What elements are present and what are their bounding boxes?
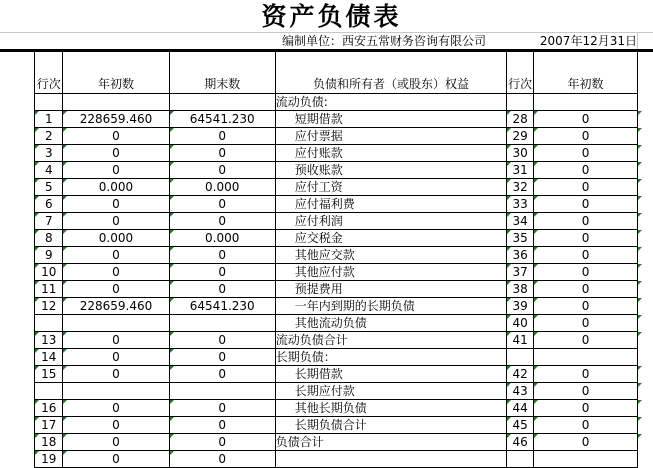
company-label: 编制单位：西安五常财务咨询有限公司 [282,33,501,50]
row-no-right-cell[interactable] [507,349,534,366]
begin-year-right-cell[interactable]: 0 [534,196,638,213]
table-row [0,366,653,383]
begin-year-cell[interactable]: 0 [63,145,170,162]
row-no-cell[interactable] [35,315,63,332]
item-cell[interactable]: 流动负债合计 [275,332,506,349]
end-period-cell[interactable]: 64541.230 [169,298,275,315]
table-row [0,213,653,230]
blank-cell[interactable] [638,51,653,94]
end-period-cell[interactable]: 0 [169,247,275,264]
blank-cell[interactable] [638,281,653,298]
row-no-right-cell[interactable]: 29 [507,128,534,145]
blank-cell[interactable] [638,417,653,434]
begin-year-right-cell[interactable]: 0 [534,145,638,162]
begin-year-right-cell[interactable] [534,94,638,111]
blank-cell[interactable] [0,128,35,145]
row-no-right-cell[interactable]: 28 [507,111,534,128]
blank-cell[interactable] [0,51,35,94]
begin-year-cell[interactable] [63,315,170,332]
end-period-cell[interactable]: 0 [169,196,275,213]
header-row-no[interactable]: 行次 [35,51,63,94]
row-no-cell[interactable]: 7 [35,213,63,230]
row-no-cell[interactable]: 11 [35,281,63,298]
blank-cell[interactable] [638,332,653,349]
blank-cell[interactable] [638,145,653,162]
begin-year-right-cell[interactable]: 0 [534,230,638,247]
table-row [0,417,653,434]
balance-sheet-table [0,49,653,468]
table-row [0,281,653,298]
item-cell[interactable]: 长期负债合计 [275,417,506,434]
begin-year-cell[interactable] [63,383,170,400]
blank-cell[interactable] [638,128,653,145]
begin-year-cell[interactable] [63,94,170,111]
blank-cell[interactable] [0,332,35,349]
table-row [0,128,653,145]
begin-year-cell[interactable]: 0 [63,434,170,451]
end-period-cell[interactable]: 0.000 [169,179,275,196]
end-period-cell[interactable]: 0 [169,264,275,281]
blank-cell[interactable] [638,264,653,281]
blank-cell[interactable] [0,247,35,264]
begin-year-cell[interactable]: 0 [63,128,170,145]
row-no-right-cell[interactable]: 30 [507,145,534,162]
row-no-right-cell[interactable]: 43 [507,383,534,400]
row-no-right-cell[interactable]: 44 [507,400,534,417]
table-row [0,247,653,264]
header-row [0,51,653,94]
begin-year-right-cell[interactable]: 0 [534,128,638,145]
item-cell[interactable]: 其他应交款 [275,247,506,264]
row-no-right-cell[interactable]: 36 [507,247,534,264]
header-row-no-right[interactable]: 行次 [507,51,534,94]
blank-cell[interactable] [638,434,653,451]
end-period-cell[interactable]: 0 [169,332,275,349]
item-cell[interactable]: 应付账款 [275,145,506,162]
item-cell[interactable]: 一年内到期的长期负债 [275,298,506,315]
end-period-cell[interactable]: 0 [169,281,275,298]
row-no-cell[interactable]: 3 [35,145,63,162]
begin-year-right-cell[interactable]: 0 [534,281,638,298]
begin-year-right-cell[interactable]: 0 [534,111,638,128]
row-no-cell[interactable]: 10 [35,264,63,281]
begin-year-right-cell[interactable] [534,451,638,468]
blank-cell[interactable] [638,196,653,213]
blank-cell[interactable] [0,366,35,383]
row-no-right-cell[interactable]: 31 [507,162,534,179]
end-period-cell[interactable]: 0 [169,400,275,417]
blank-cell[interactable] [0,298,35,315]
row-no-right-cell[interactable]: 42 [507,366,534,383]
row-no-right-cell[interactable]: 37 [507,264,534,281]
table-row [0,315,653,332]
begin-year-right-cell[interactable]: 0 [534,162,638,179]
row-no-right-cell[interactable] [507,94,534,111]
begin-year-right-cell[interactable]: 0 [534,315,638,332]
begin-year-right-cell[interactable]: 0 [534,179,638,196]
blank-cell[interactable] [638,366,653,383]
table-row [0,145,653,162]
blank-cell[interactable] [0,179,35,196]
item-cell[interactable] [275,451,506,468]
item-cell[interactable]: 其他流动负债 [275,315,506,332]
row-no-cell[interactable]: 17 [35,417,63,434]
begin-year-right-cell[interactable]: 0 [534,417,638,434]
begin-year-cell[interactable]: 0 [63,281,170,298]
blank-cell[interactable] [0,451,35,468]
table-row [0,162,653,179]
row-no-cell[interactable]: 16 [35,400,63,417]
begin-year-cell[interactable]: 0 [63,196,170,213]
begin-year-right-cell[interactable] [534,349,638,366]
item-cell[interactable]: 应付利润 [275,213,506,230]
blank-cell[interactable] [638,383,653,400]
row-no-cell[interactable]: 18 [35,434,63,451]
blank-cell[interactable] [638,315,653,332]
blank-cell[interactable] [0,145,35,162]
row-no-right-cell[interactable]: 34 [507,213,534,230]
item-cell[interactable]: 其他长期负债 [275,400,506,417]
header-begin-year[interactable]: 年初数 [63,51,170,94]
end-period-cell[interactable]: 0 [169,162,275,179]
begin-year-cell[interactable]: 0 [63,451,170,468]
item-cell[interactable]: 负债合计 [275,434,506,451]
row-no-cell[interactable]: 12 [35,298,63,315]
begin-year-cell[interactable]: 0 [63,264,170,281]
table-row [0,111,653,128]
end-period-cell[interactable]: 0 [169,366,275,383]
row-no-cell[interactable]: 2 [35,128,63,145]
begin-year-cell[interactable]: 0 [63,247,170,264]
item-cell[interactable]: 长期应付款 [275,383,506,400]
row-no-cell[interactable] [35,383,63,400]
begin-year-cell[interactable]: 0 [63,366,170,383]
row-no-cell[interactable]: 14 [35,349,63,366]
begin-year-cell[interactable]: 0 [63,162,170,179]
item-cell[interactable]: 预收账款 [275,162,506,179]
table-row [0,400,653,417]
end-period-cell[interactable]: 0 [169,145,275,162]
row-no-right-cell[interactable]: 40 [507,315,534,332]
table-row [0,383,653,400]
report-date: 2007年12月31日 [539,34,637,48]
blank-cell[interactable] [638,298,653,315]
blank-cell[interactable] [0,213,35,230]
begin-year-right-cell[interactable]: 0 [534,298,638,315]
begin-year-right-cell[interactable]: 0 [534,366,638,383]
end-period-cell[interactable] [169,315,275,332]
blank-cell[interactable] [638,400,653,417]
end-period-cell[interactable]: 0 [169,417,275,434]
item-cell[interactable]: 长期借款 [275,366,506,383]
begin-year-cell[interactable]: 0 [63,213,170,230]
row-no-right-cell[interactable]: 46 [507,434,534,451]
blank-cell[interactable] [0,315,35,332]
table-row [0,451,653,468]
end-period-cell[interactable]: 64541.230 [169,111,275,128]
row-no-cell[interactable] [35,94,63,111]
begin-year-right-cell[interactable]: 0 [534,247,638,264]
row-no-cell[interactable]: 5 [35,179,63,196]
begin-year-right-cell[interactable]: 0 [534,264,638,281]
blank-cell[interactable] [638,247,653,264]
end-period-cell[interactable]: 0 [169,349,275,366]
row-no-cell[interactable]: 15 [35,366,63,383]
row-no-right-cell[interactable]: 45 [507,417,534,434]
blank-cell[interactable] [638,213,653,230]
item-cell[interactable]: 应付工资 [275,179,506,196]
begin-year-cell[interactable]: 0.000 [63,179,170,196]
row-no-right-cell[interactable]: 32 [507,179,534,196]
table-row [0,230,653,247]
blank-cell[interactable] [638,162,653,179]
begin-year-cell[interactable]: 228659.460 [63,111,170,128]
table-row [0,264,653,281]
table-row [0,179,653,196]
item-cell[interactable]: 预提费用 [275,281,506,298]
header-end-period[interactable]: 期末数 [169,51,275,94]
begin-year-right-cell[interactable]: 0 [534,400,638,417]
row-no-cell[interactable]: 1 [35,111,63,128]
row-no-right-cell[interactable]: 38 [507,281,534,298]
blank-cell[interactable] [638,451,653,468]
sheet-title: 资产负债表 [261,2,402,31]
begin-year-right-cell[interactable]: 0 [534,332,638,349]
row-no-cell[interactable]: 4 [35,162,63,179]
blank-cell[interactable] [0,230,35,247]
begin-year-cell[interactable]: 228659.460 [63,298,170,315]
table-row [0,434,653,451]
end-period-cell[interactable]: 0 [169,128,275,145]
header-begin-year-right[interactable]: 年初数 [534,51,638,94]
end-period-cell[interactable]: 0 [169,451,275,468]
table-row [0,349,653,366]
row-no-right-cell[interactable]: 39 [507,298,534,315]
item-cell[interactable]: 流动负债: [275,94,506,111]
blank-cell[interactable] [0,349,35,366]
begin-year-right-cell[interactable]: 0 [534,383,638,400]
row-no-cell[interactable]: 9 [35,247,63,264]
begin-year-right-cell[interactable]: 0 [534,213,638,230]
blank-cell[interactable] [0,400,35,417]
begin-year-cell[interactable]: 0.000 [63,230,170,247]
row-no-cell[interactable]: 6 [35,196,63,213]
blank-cell[interactable] [0,94,35,111]
blank-cell[interactable] [638,179,653,196]
blank-cell[interactable] [0,111,35,128]
row-no-right-cell[interactable] [507,451,534,468]
begin-year-cell[interactable]: 0 [63,417,170,434]
header-liabilities[interactable]: 负债和所有者（或股东）权益 [275,51,506,94]
blank-cell[interactable] [638,111,653,128]
row-no-cell[interactable]: 19 [35,451,63,468]
table-row [0,298,653,315]
row-no-right-cell[interactable]: 33 [507,196,534,213]
blank-cell[interactable] [0,264,35,281]
begin-year-cell[interactable]: 0 [63,400,170,417]
blank-cell[interactable] [638,94,653,111]
row-no-cell[interactable]: 13 [35,332,63,349]
item-cell[interactable]: 应付福利费 [275,196,506,213]
row-no-right-cell[interactable]: 41 [507,332,534,349]
end-period-cell[interactable] [169,94,275,111]
blank-cell[interactable] [0,162,35,179]
table-row [0,94,653,111]
item-cell[interactable]: 长期负债： [275,349,506,366]
table-row [0,332,653,349]
end-period-cell[interactable]: 0.000 [169,230,275,247]
blank-cell[interactable] [0,417,35,434]
item-cell[interactable]: 应付票据 [275,128,506,145]
end-period-cell[interactable]: 0 [169,213,275,230]
begin-year-cell[interactable]: 0 [63,349,170,366]
table-row [0,196,653,213]
begin-year-right-cell[interactable]: 0 [534,434,638,451]
blank-cell[interactable] [0,383,35,400]
row-no-right-cell[interactable]: 35 [507,230,534,247]
blank-cell[interactable] [638,349,653,366]
item-cell[interactable]: 短期借款 [275,111,506,128]
item-cell[interactable]: 应交税金 [275,230,506,247]
grid-line [637,33,638,49]
blank-cell[interactable] [0,434,35,451]
end-period-cell[interactable]: 0 [169,434,275,451]
blank-cell[interactable] [638,230,653,247]
blank-cell[interactable] [0,196,35,213]
begin-year-cell[interactable]: 0 [63,332,170,349]
blank-cell[interactable] [0,281,35,298]
row-no-cell[interactable]: 8 [35,230,63,247]
item-cell[interactable]: 其他应付款 [275,264,506,281]
end-period-cell[interactable] [169,383,275,400]
